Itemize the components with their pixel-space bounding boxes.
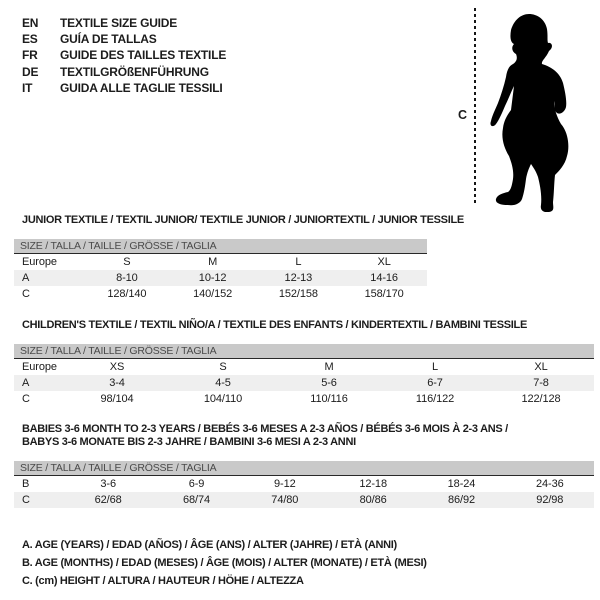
value-cell: 116/122 [415,393,455,405]
value-cell: 7-8 [533,377,549,389]
value-cell: 24-36 [536,478,564,490]
value-cell: 12-18 [359,478,387,490]
value-cell: 86/92 [447,494,475,506]
value-cell: 98/104 [100,393,134,405]
section-title [22,319,594,332]
row-label-cell: C [22,288,30,300]
value-cell: 9-12 [274,478,296,490]
language-row [22,15,226,31]
language-code: DE [22,64,39,79]
value-cell: 10-12 [198,272,227,284]
value-cell: 80/86 [359,494,387,506]
size-table [14,254,427,302]
footnote-line: B. AGE (MONTHS) / EDAD (MESES) / ÂGE (MOIS) / ALTER (MONATE) / ETÀ (MESI) [22,557,427,569]
size-table [14,359,594,407]
language-row [22,80,226,96]
language-label: TEXTILE SIZE GUIDE [60,16,178,30]
size-table-section [14,214,464,302]
value-cell: S [123,256,131,268]
section-title-line: BABIES 3-6 MONTH TO 2-3 YEARS / BEBÉS 3-6 MESES A 2-3 AÑOS / BÉBÉS 3-6 MOIS À 2-3 ANS / [22,423,508,435]
value-cell: 152/158 [278,288,318,300]
row-label-cell: A [22,377,30,389]
language-code: IT [22,80,33,95]
table-row [14,492,594,508]
table-row [14,375,594,391]
value-cell: S [219,361,227,373]
section-title-line: CHILDREN'S TEXTILE / TEXTIL NIÑO/A / TEXTILE DES ENFANTS / KINDERTEXTIL / BAMBINI TESSILE [22,319,527,331]
value-cell: XL [534,361,548,373]
value-cell: 6-9 [188,478,205,490]
section-title [22,214,464,227]
language-label: GUÍA DE TALLAS [60,32,157,47]
section-title [22,423,594,449]
table-row [14,359,594,375]
value-cell: 12-13 [284,272,313,284]
size-header-band: SIZE / TALLA / TAILLE / GRÖSSE / TAGLIA [14,239,427,254]
value-cell: 14-16 [370,272,398,284]
size-table-section [14,423,594,508]
language-row [22,64,226,80]
table-row [14,476,594,492]
table-row [14,270,427,286]
value-cell: M [208,256,218,268]
row-label-cell: B [22,478,30,490]
row-label-cell: C [22,393,30,405]
value-cell: M [324,361,334,373]
language-row [22,31,226,47]
value-cell: 128/140 [107,288,147,300]
value-cell: 18-24 [447,478,476,490]
value-cell: 5-6 [321,377,337,389]
value-cell: L [431,361,439,373]
value-cell: 3-4 [109,377,125,389]
size-header-band: SIZE / TALLA / TAILLE / GRÖSSE / TAGLIA [14,344,594,359]
value-cell: 104/110 [203,393,243,405]
value-cell: 122/128 [521,393,561,405]
footnote-line: C. (cm) HEIGHT / ALTURA / HAUTEUR / HÖHE / ALTEZZA [22,575,304,587]
value-cell: 3-6 [100,478,116,490]
value-cell: 68/74 [182,494,210,506]
toddler-silhouette-icon [483,6,583,212]
language-code: FR [22,48,38,63]
value-cell: 62/68 [94,494,122,506]
value-cell: XL [377,256,391,268]
language-code: EN [22,16,39,30]
language-code: ES [22,32,38,47]
row-label-cell: Europe [22,256,57,268]
language-label: TEXTILGRÖßENFÜHRUNG [60,64,209,79]
footnote-line: A. AGE (YEARS) / EDAD (AÑOS) / ÂGE (ANS) / ALTER (JAHRE) / ETÀ (ANNI) [22,539,397,551]
height-measure-label: C [458,108,468,122]
table-row [14,286,427,302]
table-row [14,254,427,270]
value-cell: 74/80 [271,494,299,506]
value-cell: XS [109,361,125,373]
language-label: GUIDE DES TAILLES TEXTILE [60,48,227,63]
footnotes [22,536,427,590]
language-list [22,15,226,96]
section-title-line: JUNIOR TEXTILE / TEXTIL JUNIOR/ TEXTILE JUNIOR / JUNIORTEXTIL / JUNIOR TESSILE [22,214,464,226]
value-cell: 158/170 [364,288,404,300]
value-cell: L [295,256,302,268]
language-label: GUIDA ALLE TAGLIE TESSILI [60,80,223,95]
row-label-cell: Europe [22,361,57,373]
value-cell: 6-7 [427,377,443,389]
value-cell: 8-10 [116,272,138,284]
height-measure-dashed-line [474,8,476,206]
language-row [22,47,226,63]
value-cell: 92/98 [536,494,564,506]
row-label-cell: C [22,494,30,506]
value-cell: 140/152 [193,288,233,300]
value-cell: 110/116 [310,393,348,405]
size-header-band: SIZE / TALLA / TAILLE / GRÖSSE / TAGLIA [14,461,594,476]
size-table-section [14,319,594,407]
size-table [14,476,594,508]
value-cell: 4-5 [215,377,231,389]
table-row [14,391,594,407]
section-title-line: BABYS 3-6 MONATE BIS 2-3 JAHRE / BAMBINI 3-6 MESI A 2-3 ANNI [22,436,356,448]
row-label-cell: A [22,272,30,284]
